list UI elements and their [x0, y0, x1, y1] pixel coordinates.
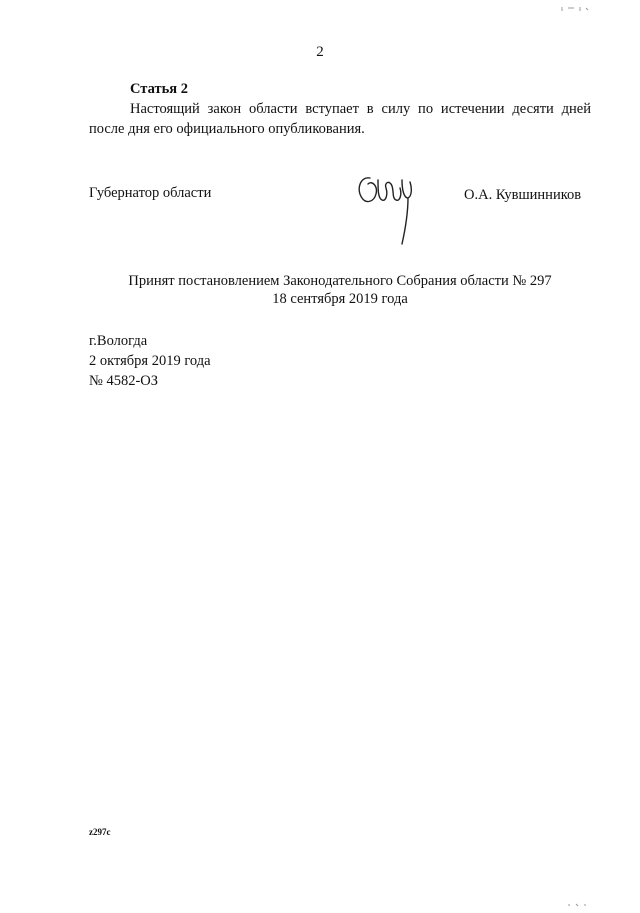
- signing-date: 2 октября 2019 года: [89, 353, 211, 369]
- page-number: 2: [316, 44, 324, 60]
- scan-corner-mark: [560, 0, 590, 6]
- article-text: Настоящий закон области вступает в силу по истечении десяти дней после дня его официального опубликования.: [89, 101, 591, 137]
- governor-title: Губернатор области: [89, 185, 212, 201]
- law-number: № 4582-ОЗ: [89, 373, 159, 389]
- adoption-date: 18 сентября 2019 года: [272, 291, 408, 307]
- article-heading: Статья 2: [130, 81, 188, 97]
- handwritten-signature: [348, 168, 420, 250]
- adoption-statement: Принят постановлением Законодательного Собрания области № 297: [128, 273, 552, 289]
- governor-name: О.А. Кувшинников: [464, 187, 582, 203]
- document-code: z297c: [89, 827, 111, 837]
- place-of-signing: г.Вологда: [89, 333, 148, 349]
- scan-corner-mark-bottom: [566, 896, 588, 902]
